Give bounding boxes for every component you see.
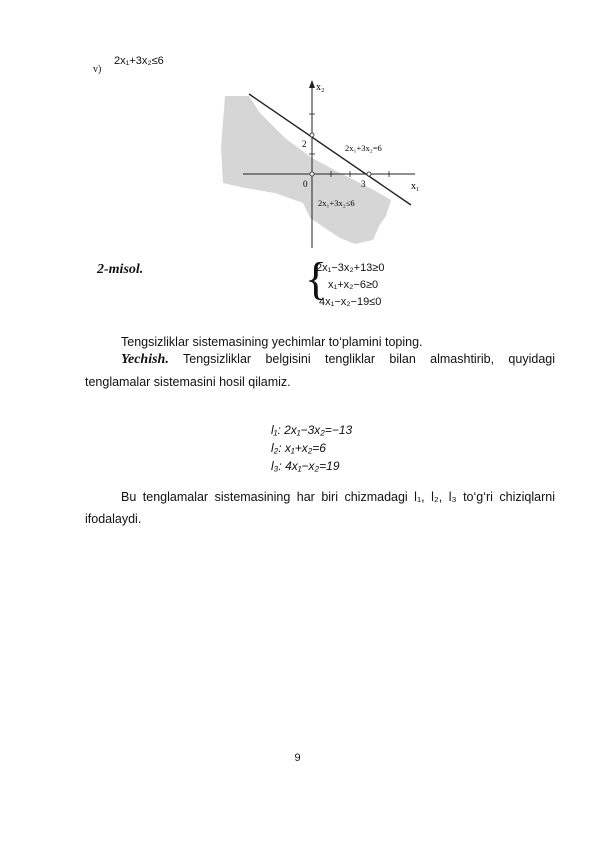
shaded-region [221,96,391,244]
x-axis-label: x₁ [411,181,420,192]
solution-word: Yechish. [121,352,169,367]
y-axis-label: x₂ [316,82,325,93]
inequality-graph [215,78,430,248]
line-eq-3: l₃: 4x₁−x₂=19 [271,459,340,473]
problem-inequality: 2x₁+3x₂≤6 [114,55,164,67]
system-row-1: 2x₁−3x₂+13≥0 [316,262,385,274]
solution-text: Tengsizliklar belgisini tengliklar bilan almashtirib, quyidagi tenglamalar sistemasini hosil qilamiz. [85,352,555,389]
solution-paragraph [85,348,555,393]
line-eq-1: l₁: 2x₁−3x₂=−13 [271,423,353,437]
line-label-upper: 2x₁+3x₂=6 [345,143,382,153]
system-row-2: x₁+x₂−6≥0 [328,279,379,291]
x-tick-label: 3 [361,179,366,189]
example-heading: 2-misol. [97,262,144,277]
line-label-lower: 2x₁+3x₂≤6 [318,198,355,208]
page-number: 9 [294,752,301,764]
intercept-point-x [367,172,371,176]
line-eq-2: l₂: x₁+x₂=6 [271,441,326,455]
system-row-3: 4x₁−x₂−19≤0 [319,296,382,308]
problem-label: v) [93,64,102,75]
intercept-point-y [310,133,314,137]
conclusion-text: Bu tenglamalar sistemasining har biri chizmadagi l₁, l₂, l₃ to‘g‘ri chiziqlarni ifodalaydi. [85,490,555,526]
y-axis-arrow [309,80,315,88]
task-text: Tengsizliklar sistemasining yechimlar to‘plamini toping. [121,335,423,349]
system-brace: { [305,253,328,304]
origin-label: 0 [303,179,308,189]
origin-point [310,172,314,176]
y-tick-label: 2 [302,139,307,149]
